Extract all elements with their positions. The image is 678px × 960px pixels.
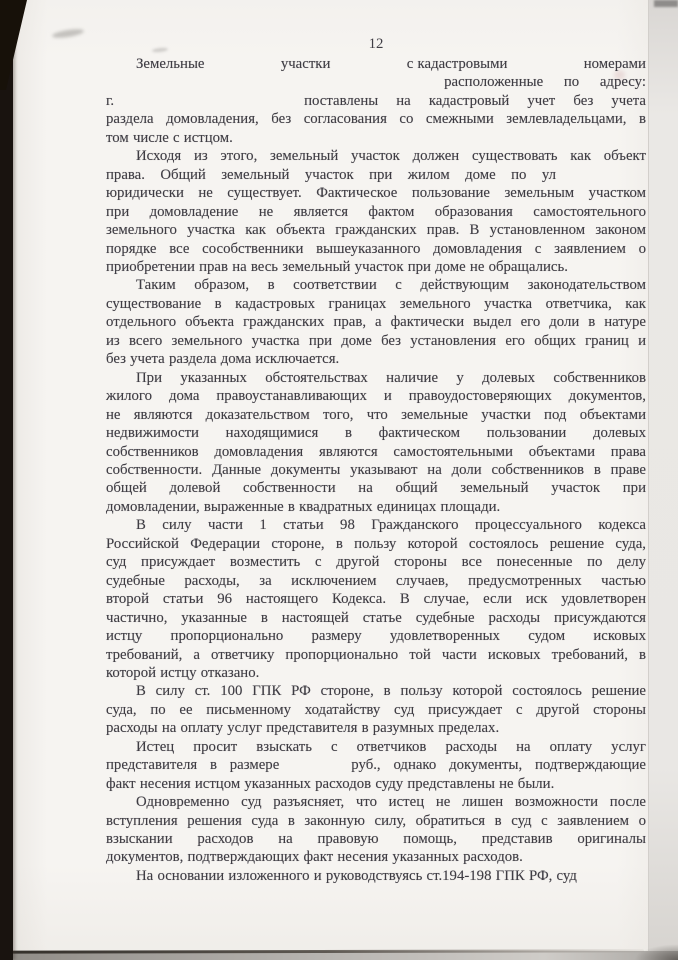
text-run: В силу ст. 100 ГПК РФ стороне, в пользу которой состоялось решение — [136, 683, 646, 700]
redacted-blank-gap — [279, 768, 351, 769]
scan-edge-left — [0, 0, 13, 960]
text-line — [106, 848, 646, 866]
text-run: расположенные по адресу: — [444, 74, 646, 91]
text-line — [106, 479, 646, 497]
text-run: Исходя из этого, земельный участок должен существовать как объект — [136, 148, 646, 165]
text-line — [106, 553, 646, 571]
text-run: взыскании расходов на правовую помощь, представив оригиналы — [106, 831, 646, 848]
redacted-blank-gap — [556, 178, 646, 179]
paragraph — [106, 793, 646, 867]
paragraph — [106, 516, 646, 682]
paragraph — [106, 147, 646, 276]
text-line — [106, 313, 646, 331]
text-run: порядке все сособственники вышеуказанного домовладения с заявлением о — [106, 240, 646, 257]
paragraph — [106, 738, 646, 793]
text-run: требований, а ответчику пропорционально той части исковых требований, в — [106, 646, 646, 663]
text-line — [106, 756, 646, 774]
text-run: Истец просит взыскать с ответчиков расходы на оплату услуг — [136, 738, 646, 755]
redacted-blank-gap — [114, 104, 304, 105]
paragraph — [106, 55, 646, 147]
document-body — [106, 55, 646, 885]
text-line — [106, 184, 646, 202]
text-run: из всего земельного участка при доме без установления его общих границ и — [106, 332, 646, 349]
text-run: суд присуждает возместить с другой стороны все понесенные по делу — [106, 554, 646, 571]
text-line — [106, 701, 646, 719]
text-run: второй статьи 96 настоящего Кодекса. В случае, если иск удовлетворен — [106, 591, 646, 608]
text-line — [106, 147, 646, 165]
text-line — [106, 295, 646, 313]
text-line — [106, 830, 646, 848]
text-line — [106, 406, 646, 424]
text-line — [106, 166, 646, 184]
text-run: руб., однако документы, подтверждающие — [351, 757, 647, 774]
text-run: поставлены на кадастровый учет без учета — [304, 92, 646, 109]
scan-corner-shadow — [634, 944, 678, 960]
text-run: г. — [106, 92, 115, 109]
text-line — [106, 646, 646, 664]
text-line — [106, 350, 646, 368]
paragraph — [106, 369, 646, 517]
text-line — [106, 221, 646, 239]
text-run: В силу части 1 статьи 98 Гражданского процессуального кодекса — [136, 517, 646, 534]
text-run: истцу пропорционально размеру удовлетворенных судом исковых — [106, 628, 646, 645]
text-line — [106, 498, 646, 516]
text-line — [106, 516, 646, 534]
text-line — [106, 424, 646, 442]
text-line — [106, 92, 646, 110]
text-run: существование в кадастровых границах земельного участка ответчика, как — [106, 295, 646, 312]
text-run: номерами — [583, 56, 646, 72]
scan-edge-top-right — [654, 0, 678, 7]
text-run: недвижимости находящимися в фактическом пользовании долевых — [106, 425, 646, 442]
text-line — [106, 203, 646, 221]
text-run: общей долевой собственности на общий земельный участок при — [106, 480, 646, 497]
text-run: юридически не существует. Фактическое пользование земельным участком — [106, 185, 646, 202]
text-run: без учета раздела дома исключается. — [106, 351, 340, 368]
text-run: права. Общий земельный участок при жилом доме по ул — [106, 166, 556, 183]
text-line — [106, 369, 646, 387]
text-line — [106, 55, 646, 73]
text-line — [106, 590, 646, 608]
text-run: при домовладение не является фактом образования самостоятельного — [106, 203, 646, 220]
text-line — [106, 110, 646, 128]
text-run: том числе с истцом. — [106, 129, 233, 146]
text-line — [106, 775, 646, 793]
text-line — [106, 73, 646, 91]
text-line — [106, 276, 646, 294]
text-run: с кадастровыми — [406, 56, 508, 72]
text-run: Земельные — [136, 56, 205, 72]
text-run: жилого дома правоустанавливающих и правоудостоверяющих документов, — [106, 388, 646, 405]
text-line — [106, 738, 646, 756]
text-run: собственности. Данные документы указывают на доли собственников в праве — [106, 461, 646, 478]
text-run: Российской Федерации стороне, в пользу которой состоялось решение суда, — [106, 535, 646, 552]
text-line — [106, 812, 646, 830]
text-run: приобретении прав на весь земельный участок при доме не обращались. — [106, 258, 568, 275]
text-line — [106, 719, 646, 737]
text-run: документов, подтверждающих факт несения указанных расходов. — [106, 849, 523, 866]
text-run: частично, указанные в настоящей статье судебные расходы присуждаются — [106, 609, 646, 626]
text-line — [106, 572, 646, 590]
text-run: не являются доказательством того, что земельные участки под объектами — [106, 406, 646, 423]
text-run: факт несения истцом указанных расходов суду представлены не были. — [106, 775, 555, 792]
text-run: судебные расходы, за исключением случаев, предусмотренных частью — [106, 572, 646, 589]
paragraph — [106, 276, 646, 368]
paragraph — [106, 682, 646, 737]
page-number: 12 — [368, 36, 384, 52]
text-run: Таким образом, в соответствии с действующим законодательством — [136, 277, 646, 294]
text-line — [106, 867, 646, 885]
text-run: отдельного объекта гражданских прав, а фактически выдел его доли в натуре — [106, 314, 646, 331]
text-line — [106, 443, 646, 461]
text-line — [106, 240, 646, 258]
text-run: собственников домовладения являются самостоятельными объектами права — [106, 443, 646, 460]
text-line — [106, 682, 646, 700]
text-run: домовладении, выраженные в квадратных единицах площади. — [106, 498, 501, 515]
text-line — [106, 461, 646, 479]
text-run: представителя в размере — [106, 757, 280, 774]
text-run: раздела домовладения, без согласования со смежными землевладельцами, в — [106, 111, 646, 128]
text-line — [106, 664, 646, 682]
text-line — [106, 793, 646, 811]
text-line — [106, 258, 646, 276]
text-line — [106, 387, 646, 405]
text-line — [106, 627, 646, 645]
text-run: вступления решения суда в законную силу, обратиться в суд с заявлением о — [106, 812, 646, 829]
text-line — [106, 129, 646, 147]
text-line — [106, 609, 646, 627]
text-run: расходы на оплату услуг представителя в разумных пределах. — [106, 720, 500, 737]
text-run: Одновременно суд разъясняет, что истец не лишен возможности после — [136, 794, 646, 811]
text-run: суда, по ее письменному ходатайству суд присуждает с другой стороны — [106, 701, 646, 718]
text-line — [106, 332, 646, 350]
text-run: При указанных обстоятельствах наличие у долевых собственников — [136, 369, 646, 386]
text-run: земельного участка как объекта гражданских прав. В установленном законом — [106, 222, 646, 239]
text-run: которой истцу отказано. — [106, 664, 260, 681]
paragraph — [106, 867, 646, 885]
page-edge-right-band — [648, 0, 678, 960]
text-line — [106, 535, 646, 553]
text-run: На основании изложенного и руководствуясь ст.194-198 ГПК РФ, суд — [136, 867, 577, 884]
text-run: участки — [280, 56, 331, 72]
